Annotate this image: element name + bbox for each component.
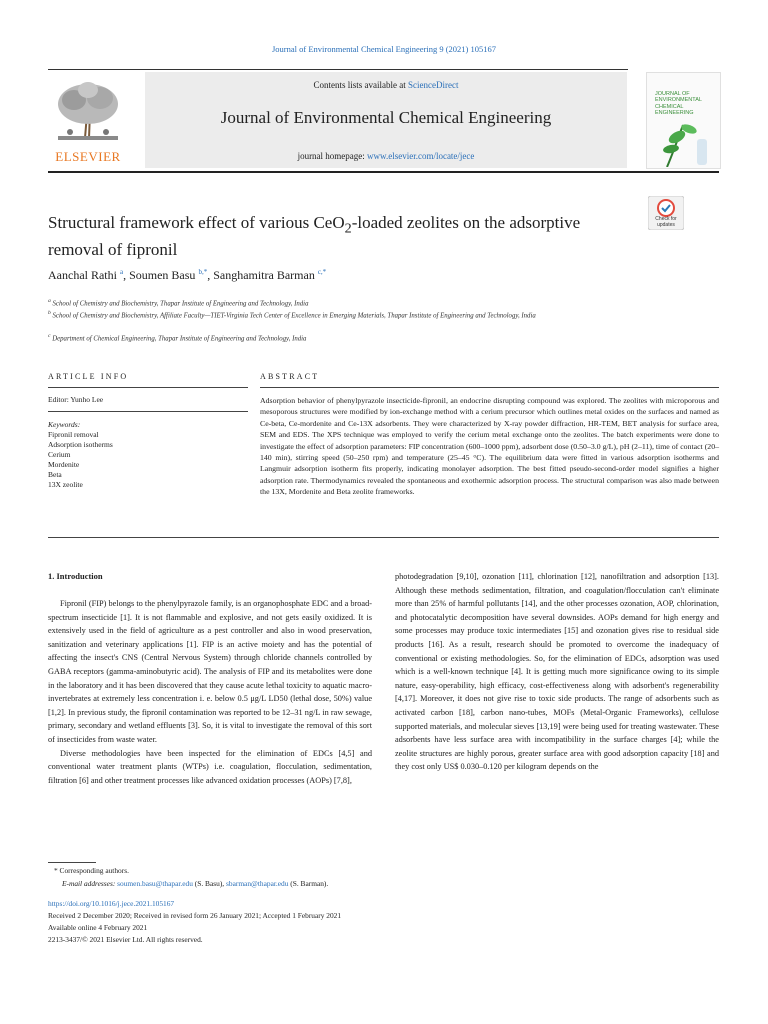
article-info-heading: ARTICLE INFO — [48, 372, 129, 381]
cover-title: JOURNAL OF ENVIRONMENTAL CHEMICAL ENGINEERING — [655, 91, 702, 116]
email-line — [62, 878, 328, 889]
received-dates: Received 2 December 2020; Received in revised form 26 January 2021; Accepted 1 February 2021 — [48, 911, 342, 920]
editor-line: Editor: Yunho Lee — [48, 395, 104, 404]
email-label: E-mail addresses: — [62, 879, 118, 888]
author-name[interactable]: Soumen Basu — [129, 268, 196, 282]
journal-homepage — [145, 151, 627, 161]
keywords-block — [48, 420, 113, 490]
keyword: Beta — [48, 470, 62, 479]
abstract-text: Adsorption behavior of phenylpyrazole insecticide-fipronil, an endocrine disrupting compound was explored. The zeolites with microporous and mesoporous structures were modified by ion-exchange method with a cerium precursor which outlines metal oxides on the surfaces and named as Ce-beta, Ce-mordenite and Ce-13X adsorbents. They were characterized by X-ray powder diffraction, HR-TEM, BET analysis for surface area, SEM and EDS. The XPS technique was employed to verify the cerium metal exchange onto the zeolites. The batch experiments were done to investigate the effect of adsorption parameters: FIP concentration (600–1000 ppm), adsorbent dose (0.50–3.0 g/L), pH (2–11), time of contact (20–140 min), stirring speed (50–250 rpm) and temperature (25–45 °C). The equilibrium data were fitted in various adsorption isotherms and Langmuir adsorption isotherm fits properly, indicating monolayer adsorption. The best fitted pseudo-second-order model signifies a higher adsorption rate. Thermodynamics revealed the spontaneous and exothermic adsorption process. The structural comparison was also made between the 13X, Mordenite and Beta zeolite frameworks. — [260, 396, 719, 497]
keyword: Fipronil removal — [48, 430, 99, 439]
affil-mark: c — [48, 333, 51, 339]
crossmark-label: Check for updates — [655, 216, 677, 228]
cover-plant-image — [647, 115, 720, 167]
header-bottom-rule — [48, 171, 719, 173]
journal-reference[interactable]: Journal of Environmental Chemical Engineering 9 (2021) 105167 — [271, 44, 497, 54]
footnote-rule — [48, 862, 96, 863]
affil-text: School of Chemistry and Biochemistry, Thapar Institute of Engineering and Technology, India — [52, 300, 309, 308]
author-separator: , — [123, 268, 130, 282]
online-date: Available online 4 February 2021 — [48, 923, 148, 932]
affil-text: School of Chemistry and Biochemistry, Affiliate Faculty—TIET-Virginia Tech Center of Excellence in Emerging Materials, Thapar Institute of Engineering and Technology, India — [52, 312, 536, 320]
contents-prefix: Contents lists available at — [313, 80, 408, 90]
keyword: Mordenite — [48, 460, 80, 469]
journal-cover-thumbnail[interactable] — [646, 72, 721, 169]
keyword: Cerium — [48, 450, 71, 459]
paragraph: Diverse methodologies have been inspected for the elimination of EDCs [4,5] and conventional water treatment plants (WTPs) i.e. coagulation, flocculation, sedimentation, filtration [6] and other treatment processes like advanced oxidation processes (AOPs) [7,8], — [48, 748, 372, 785]
email-link-basu[interactable]: soumen.basu@thapar.edu — [117, 879, 193, 888]
email-owner: (S. Basu), — [192, 879, 226, 888]
article-title — [48, 212, 628, 261]
doi-link[interactable]: https://doi.org/10.1016/j.jece.2021.105167 — [48, 899, 175, 908]
author-separator: , — [207, 268, 214, 282]
sciencedirect-link[interactable]: ScienceDirect — [408, 80, 459, 90]
affil-text: Department of Chemical Engineering, Thapar Institute of Engineering and Technology, India — [52, 335, 307, 343]
homepage-prefix: journal homepage: — [297, 151, 368, 161]
author-list — [48, 268, 326, 283]
title-part-1: Structural framework effect of various CeO — [48, 213, 345, 232]
email-link-barman[interactable]: sbarman@thapar.edu — [226, 879, 289, 888]
author-name[interactable]: Aanchal Rathi — [48, 268, 117, 282]
homepage-link[interactable]: www.elsevier.com/locate/jece — [367, 151, 475, 161]
body-column-left — [48, 597, 372, 787]
body-column-right — [395, 570, 719, 774]
paragraph: photodegradation [9,10], ozonation [11], chlorination [12], nanofiltration and adsorption [13]. Although these methods sedimentation, filtration, and coagulation/flocculation can't eliminate more than 25% of harmful pollutants [14], and the other processes ozonation, AOP, chlorination, and photocatalytic decomposition have several downsides. AOPs demand for high energy and some processes may produce toxic intermediates [15] and ozonation gives rise to residual side products [16]. As a result, research should be promoted to overcome the inadequacy of conventional or existing methodologies. So, for the elimination of EDCs, adsorption was used which is a well-known technique [4]. It is getting much more significance owing to its simple nature, easy-operability, high efficacy, cost-effectiveness along with adsorbent's regenerability [4,17]. Moreover, it does not give rise to toxic side products. The range of adsorbents such as activated carbon [18], carbon nano-tubes, MOFs (Metal-Organic Frameworks), cellulose supported materials, and molecular sieves [13,19] were being used for treating wastewater. These adsorbents have less surface area with incompatibility in the surface charges [4]; while the zeolite structures are highly porous, greater surface area with good adsorption capacity [18] and they cost only US$ 0.030–0.120 per kilogram depends on the — [395, 572, 719, 772]
keyword: Adsorption isotherms — [48, 440, 113, 449]
header-top-rule — [48, 69, 628, 70]
keyword: 13X zeolite — [48, 480, 83, 489]
title-part-2: -loaded zeolites on the adsorptive removal of fipronil — [48, 213, 581, 260]
affil-mark: a — [48, 298, 51, 304]
journal-title: Journal of Environmental Chemical Engineering — [220, 108, 552, 127]
paragraph: Fipronil (FIP) belongs to the phenylpyrazole family, is an organophosphate EDC and a broad-spectrum insecticide [1]. It is not flammable and explosive, and not gets easily oxidized. It is extensively used in the field of agriculture as a pest controller and also in wood preservation, sanitization and veterinary applications [1]. FIP is an active moiety and has the potential of affecting the insect's CNS (Central Nervous System) through chloride channels controlled by GABA receptors (gamma-aminobutyric acid). The analysis of FIP and its metabolites were done in the laboratory and it has been discovered that they cause acute lethal toxicity to aquatic macro-invertebrates at extremely less concentration i. e. below 0.5 μg/L LD50 (lethal dose, 50%) value [1,2]. In previous study, the fipronil contamination was reported to be 12–31 ng/L in raw sewage, primary, secondary and wetland effluents [3]. So, it is vital to investigate the removal of this sort of insecticides from waste water. — [48, 599, 372, 744]
introduction-heading: 1. Introduction — [48, 571, 103, 581]
author-name[interactable]: Sanghamitra Barman — [213, 268, 315, 282]
contents-line — [145, 80, 627, 90]
publisher-name: ELSEVIER — [55, 149, 121, 164]
keywords-label: Keywords: — [48, 420, 81, 429]
email-owner: (S. Barman). — [288, 879, 329, 888]
article-info-rule — [48, 387, 248, 388]
abstract-bottom-rule — [48, 537, 719, 538]
affiliation — [48, 308, 608, 321]
editor-rule — [48, 411, 248, 412]
author-affil-mark[interactable]: b,* — [198, 268, 208, 276]
affiliation — [48, 331, 648, 344]
author-affil-mark[interactable]: c,* — [317, 268, 327, 276]
author-affil-mark[interactable]: a — [119, 268, 124, 276]
abstract-heading: ABSTRACT — [260, 372, 320, 381]
affil-mark: b — [48, 310, 51, 316]
corresponding-note: * Corresponding authors. — [54, 866, 129, 875]
abstract-top-rule — [260, 387, 719, 388]
title-subscript: 2 — [344, 220, 352, 237]
issn-copyright: 2213-3437/© 2021 Elsevier Ltd. All rights reserved. — [48, 935, 203, 944]
